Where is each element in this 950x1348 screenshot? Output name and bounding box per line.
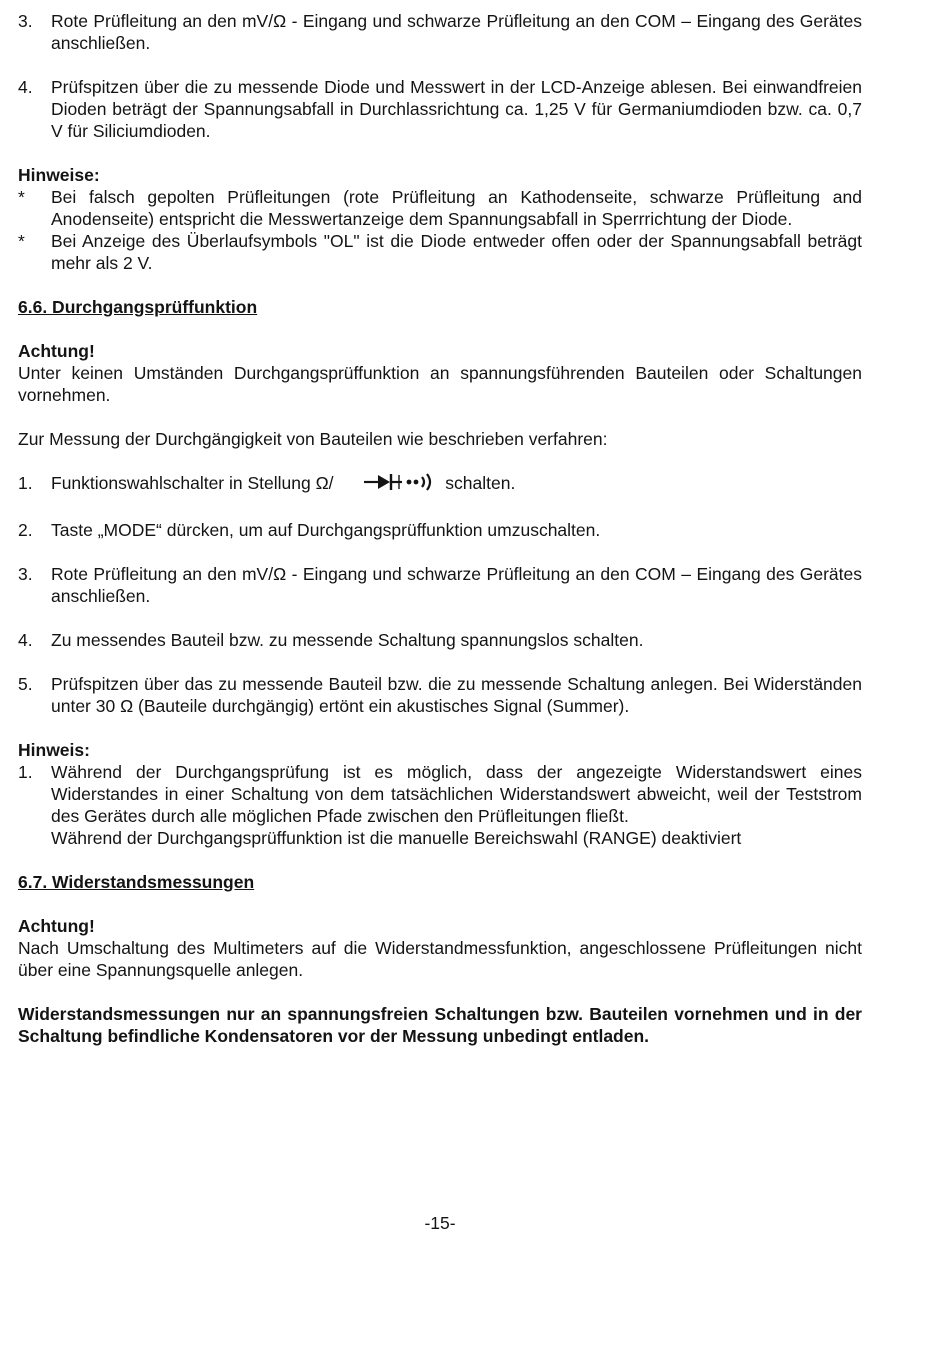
warning-text: Unter keinen Umständen Durchgangsprüffunktion an spannungsführenden Bauteilen oder Schaltungen vornehmen. [18, 363, 862, 405]
note-text: Während der Durchgangsprüfung ist es möglich, dass der angezeigte Widerstandswert eines Widerstandes in einer Schaltung von dem tatsächlichen Widerstandswert abweicht, weil der Teststrom des Gerätes durch alle möglichen Pfade zwischen den Prüfleitungen fließt. [51, 762, 862, 826]
bullet-text: Bei Anzeige des Überlaufsymbols "OL" ist die Diode entweder offen oder der Spannungsabfall beträgt mehr als 2 V. [51, 231, 862, 273]
note-heading: Hinweis: [18, 740, 90, 760]
warning-text: Nach Umschaltung des Multimeters auf die Widerstandmessfunktion, angeschlossene Prüfleitungen nicht über eine Spannungsquelle anlegen. [18, 938, 862, 980]
list-number: 1. [18, 473, 33, 493]
bullet-marker: * [18, 187, 25, 207]
section-heading-6-7: 6.7. Widerstandsmessungen [18, 872, 255, 892]
list-number: 5. [18, 674, 33, 694]
list-text: Rote Prüfleitung an den mV/Ω - Eingang und schwarze Prüfleitung an den COM – Eingang des Gerätes anschließen. [51, 564, 862, 606]
list-number: 2. [18, 520, 33, 540]
diode-continuity-icon [364, 472, 434, 497]
list-number: 3. [18, 564, 33, 584]
list-text: Funktionswahlschalter in Stellung Ω/ [51, 473, 334, 494]
note-item [18, 761, 862, 827]
list-text: Prüfspitzen über das zu messende Bauteil bzw. die zu messende Schaltung anlegen. Bei Widerständen unter 30 Ω (Bauteile durchgängig) ertönt ein akustisches Signal (Summer). [51, 674, 862, 716]
page-number: -15- [424, 1213, 456, 1233]
list-number: 4. [18, 77, 33, 97]
list-item [18, 673, 862, 717]
document-page [18, 10, 862, 1047]
list-item [18, 76, 862, 142]
list-text: Zu messendes Bauteil bzw. zu messende Schaltung spannungslos schalten. [51, 630, 644, 650]
list-item [18, 563, 862, 607]
list-text: Rote Prüfleitung an den mV/Ω - Eingang und schwarze Prüfleitung an den COM – Eingang des Gerätes anschließen. [51, 11, 862, 53]
note-text: Während der Durchgangsprüffunktion ist die manuelle Bereichswahl (RANGE) deaktiviert [51, 828, 742, 848]
list-text: Prüfspitzen über die zu messende Diode und Messwert in der LCD-Anzeige ablesen. Bei einwandfreien Dioden beträgt der Spannungsabfall in Durchlassrichtung ca. 1,25 V für Germaniumdioden bzw. ca. 0,7 V für Siliciumdioden. [51, 77, 862, 141]
intro-text: Zur Messung der Durchgängigkeit von Bauteilen wie beschrieben verfahren: [18, 429, 608, 449]
bullet-marker: * [18, 231, 25, 251]
section-heading-6-6: 6.6. Durchgangsprüffunktion [18, 297, 258, 317]
list-item [18, 472, 862, 497]
list-number: 3. [18, 11, 33, 31]
bold-warning-text: Widerstandsmessungen nur an spannungsfreien Schaltungen bzw. Bauteilen vornehmen und in der Schaltung befindliche Kondensatoren vor der Messung unbedingt entladen. [18, 1004, 862, 1046]
list-number: 4. [18, 630, 33, 650]
list-item [18, 10, 862, 54]
bullet-item [18, 230, 862, 274]
list-item [18, 629, 862, 651]
list-number: 1. [18, 762, 33, 782]
list-item [18, 519, 862, 541]
note-item-continued [18, 827, 862, 849]
bullet-item [18, 186, 862, 230]
list-text-after: schalten. [445, 473, 516, 494]
hinweise-heading: Hinweise: [18, 165, 100, 185]
warning-heading: Achtung! [18, 916, 95, 936]
warning-heading: Achtung! [18, 341, 95, 361]
bullet-text: Bei falsch gepolten Prüfleitungen (rote Prüfleitung an Kathodenseite, schwarze Prüfleitung and Anodenseite) entspricht die Messwertanzeige dem Spannungsabfall in Sperrrichtung der Diode. [51, 187, 862, 229]
list-text: Taste „MODE“ dürcken, um auf Durchgangsprüffunktion umzuschalten. [51, 520, 601, 540]
